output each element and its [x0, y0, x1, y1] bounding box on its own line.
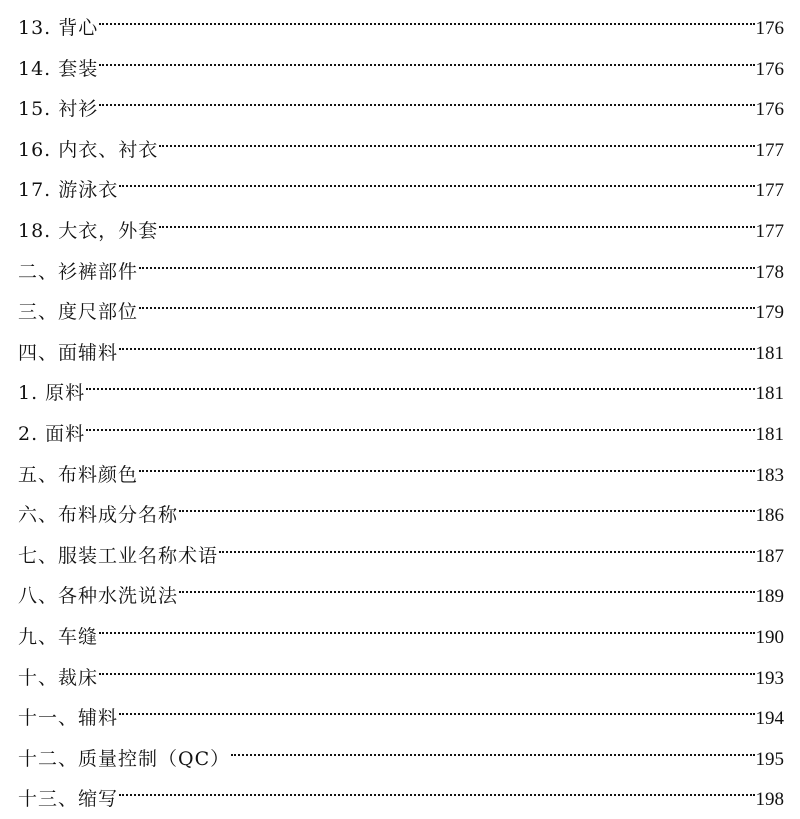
toc-entry-page-number: 177 — [755, 221, 784, 242]
toc-entry-title: 十三、缩写 — [18, 788, 119, 811]
toc-entry-title: 18. 大衣，外套 — [18, 220, 159, 242]
dot-leader — [99, 85, 754, 115]
dot-leader — [159, 207, 754, 237]
toc-entry-page-number: 186 — [755, 505, 784, 527]
dot-leader — [139, 288, 754, 318]
dot-leader — [99, 45, 754, 75]
toc-entry-page-number: 177 — [755, 180, 784, 202]
toc-entry[interactable] — [18, 410, 784, 445]
toc-entry-title: 15. 衬衫 — [18, 98, 99, 121]
dot-leader — [99, 4, 754, 34]
toc-entry-page-number: 183 — [755, 464, 784, 486]
toc-entry-title: 二、衫裤部件 — [18, 260, 139, 283]
toc-entry[interactable] — [18, 207, 784, 242]
dot-leader — [159, 126, 754, 156]
toc-entry[interactable] — [18, 4, 784, 39]
dot-leader — [86, 369, 754, 399]
toc-entry-title: 九、车缝 — [18, 626, 99, 648]
dot-leader — [219, 532, 754, 562]
toc-entry-title: 八、各种水洗说法 — [18, 585, 179, 608]
toc-entry[interactable] — [18, 654, 784, 689]
toc-entry[interactable] — [18, 613, 784, 648]
dot-leader — [119, 775, 754, 805]
toc-entry-page-number: 176 — [755, 18, 784, 39]
toc-entry-page-number: 181 — [755, 342, 784, 364]
toc-entry-title: 17. 游泳衣 — [18, 179, 119, 202]
toc-entry-page-number: 194 — [755, 708, 784, 730]
toc-entry[interactable] — [18, 166, 784, 202]
toc-entry-page-number: 187 — [755, 545, 784, 567]
dot-leader — [86, 410, 754, 440]
toc-entry-page-number: 190 — [755, 627, 784, 648]
toc-entry-page-number: 176 — [755, 58, 784, 80]
toc-entry-page-number: 178 — [755, 261, 784, 283]
toc-entry-page-number: 181 — [755, 424, 784, 445]
toc-entry-title: 16. 内衣、衬衣 — [18, 138, 159, 161]
dot-leader — [179, 572, 754, 602]
dot-leader — [179, 491, 754, 521]
toc-entry[interactable] — [18, 85, 784, 121]
toc-entry-page-number: 189 — [755, 586, 784, 608]
toc-entry-page-number: 177 — [755, 139, 784, 161]
toc-entry[interactable] — [18, 45, 784, 80]
toc-entry[interactable] — [18, 288, 784, 324]
toc-entry[interactable] — [18, 329, 784, 364]
toc-entry-title: 四、面辅料 — [18, 341, 119, 364]
toc-entry-title: 三、度尺部位 — [18, 301, 139, 324]
toc-entry-title: 14. 套装 — [18, 57, 99, 80]
toc-entry[interactable] — [18, 735, 784, 770]
toc-entry-page-number: 181 — [755, 383, 784, 405]
toc-entry-page-number: 195 — [755, 748, 784, 770]
dot-leader — [119, 166, 754, 196]
toc-entry[interactable] — [18, 248, 784, 283]
toc-entry-title: 十、裁床 — [18, 666, 99, 689]
toc-entry-title: 2. 面料 — [18, 423, 86, 445]
toc-entry-title: 十一、辅料 — [18, 707, 119, 730]
toc-entry-page-number: 193 — [755, 667, 784, 689]
dot-leader — [99, 654, 754, 684]
dot-leader — [139, 248, 754, 278]
toc-entry-title: 六、布料成分名称 — [18, 504, 179, 527]
toc-entry-title: 1. 原料 — [18, 382, 86, 405]
toc-entry[interactable] — [18, 369, 784, 405]
dot-leader — [119, 329, 754, 359]
dot-leader — [119, 694, 754, 724]
dot-leader — [99, 613, 754, 643]
toc-entry[interactable] — [18, 572, 784, 608]
toc-entry[interactable] — [18, 532, 784, 567]
toc-entry[interactable] — [18, 451, 784, 486]
toc-entry-title: 13. 背心 — [18, 17, 99, 39]
toc-entry[interactable] — [18, 694, 784, 730]
toc-entry-page-number: 179 — [755, 302, 784, 324]
toc-entry-page-number: 198 — [755, 789, 784, 811]
toc-entry[interactable] — [18, 491, 784, 527]
dot-leader — [139, 451, 754, 481]
dot-leader — [231, 735, 754, 765]
toc-entry-title: 七、服装工业名称术语 — [18, 544, 219, 567]
toc-entry[interactable] — [18, 126, 784, 161]
toc-entry-title: 五、布料颜色 — [18, 463, 139, 486]
toc-entry-page-number: 176 — [755, 99, 784, 121]
toc-entry[interactable] — [18, 775, 784, 811]
toc-entry-title: 十二、质量控制（QC） — [18, 747, 231, 770]
